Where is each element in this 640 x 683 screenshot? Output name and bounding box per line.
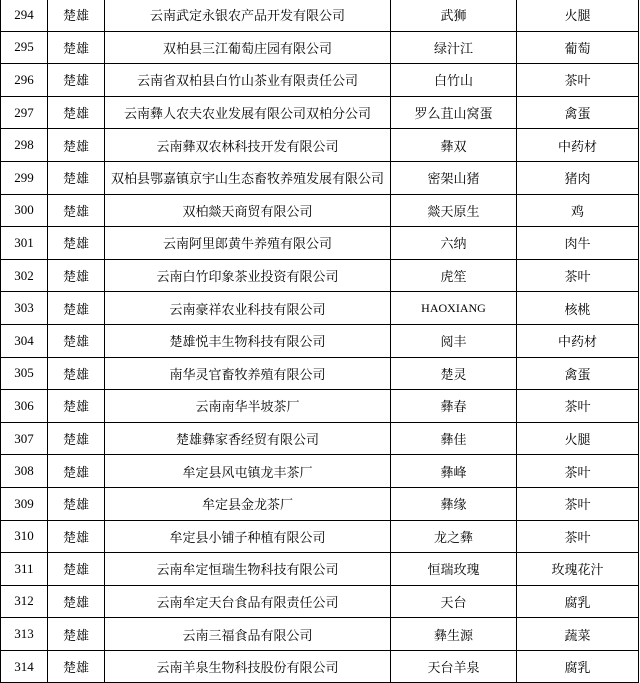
brand-cell: 虎笙 xyxy=(391,259,517,292)
company-cell: 云南武定永银农产品开发有限公司 xyxy=(105,0,391,31)
table-row xyxy=(1,31,639,64)
row-number: 305 xyxy=(1,357,48,390)
region-cell: 楚雄 xyxy=(48,553,105,586)
brand-cell: 彝双 xyxy=(391,129,517,162)
row-number: 302 xyxy=(1,259,48,292)
product-cell: 茶叶 xyxy=(517,487,639,520)
region-cell: 楚雄 xyxy=(48,227,105,260)
row-number: 294 xyxy=(1,0,48,31)
company-cell: 楚雄悦丰生物科技有限公司 xyxy=(105,324,391,357)
company-cell: 云南阿里郎黄牛养殖有限公司 xyxy=(105,227,391,260)
company-cell: 楚雄彝家香经贸有限公司 xyxy=(105,422,391,455)
table-row xyxy=(1,259,639,292)
row-number: 296 xyxy=(1,64,48,97)
brand-cell: 恒瑞玫瑰 xyxy=(391,553,517,586)
product-cell: 腐乳 xyxy=(517,650,639,683)
product-cell: 玫瑰花汁 xyxy=(517,553,639,586)
row-number: 298 xyxy=(1,129,48,162)
region-cell: 楚雄 xyxy=(48,520,105,553)
brand-cell: 绿汁江 xyxy=(391,31,517,64)
brand-cell: 龙之彝 xyxy=(391,520,517,553)
company-cell: 云南白竹印象茶业投资有限公司 xyxy=(105,259,391,292)
table-row xyxy=(1,390,639,423)
region-cell: 楚雄 xyxy=(48,194,105,227)
product-cell: 蔬菜 xyxy=(517,618,639,651)
brand-cell: 密架山猪 xyxy=(391,161,517,194)
region-cell: 楚雄 xyxy=(48,64,105,97)
product-cell: 茶叶 xyxy=(517,520,639,553)
row-number: 307 xyxy=(1,422,48,455)
region-cell: 楚雄 xyxy=(48,324,105,357)
row-number: 312 xyxy=(1,585,48,618)
region-cell: 楚雄 xyxy=(48,96,105,129)
brand-cell: 罗么苴山窝蛋 xyxy=(391,96,517,129)
row-number: 313 xyxy=(1,618,48,651)
company-cell: 云南南华半坡茶厂 xyxy=(105,390,391,423)
row-number: 295 xyxy=(1,31,48,64)
table-row xyxy=(1,618,639,651)
company-cell: 双柏县三江葡萄庄园有限公司 xyxy=(105,31,391,64)
product-cell: 核桃 xyxy=(517,292,639,325)
row-number: 300 xyxy=(1,194,48,227)
table-row xyxy=(1,585,639,618)
brand-cell: 楚灵 xyxy=(391,357,517,390)
region-cell: 楚雄 xyxy=(48,585,105,618)
company-cell: 双柏县鄂嘉镇京宇山生态畜牧养殖发展有限公司 xyxy=(105,161,391,194)
product-cell: 葡萄 xyxy=(517,31,639,64)
product-cell: 腐乳 xyxy=(517,585,639,618)
product-cell: 茶叶 xyxy=(517,259,639,292)
row-number: 301 xyxy=(1,227,48,260)
table-row xyxy=(1,129,639,162)
row-number: 306 xyxy=(1,390,48,423)
product-cell: 中药材 xyxy=(517,129,639,162)
row-number: 309 xyxy=(1,487,48,520)
brand-cell: 彝春 xyxy=(391,390,517,423)
table-row xyxy=(1,487,639,520)
product-cell: 猪肉 xyxy=(517,161,639,194)
table-row xyxy=(1,194,639,227)
region-cell: 楚雄 xyxy=(48,161,105,194)
company-cell: 云南三福食品有限公司 xyxy=(105,618,391,651)
product-cell: 茶叶 xyxy=(517,64,639,97)
brand-cell: 阅丰 xyxy=(391,324,517,357)
product-cell: 茶叶 xyxy=(517,455,639,488)
brand-cell: 彝生源 xyxy=(391,618,517,651)
brand-cell: 彝佳 xyxy=(391,422,517,455)
product-cell: 火腿 xyxy=(517,422,639,455)
region-cell: 楚雄 xyxy=(48,31,105,64)
row-number: 297 xyxy=(1,96,48,129)
row-number: 310 xyxy=(1,520,48,553)
company-cell: 云南彝人农夫农业发展有限公司双柏分公司 xyxy=(105,96,391,129)
company-cell: 云南省双柏县白竹山茶业有限责任公司 xyxy=(105,64,391,97)
row-number: 304 xyxy=(1,324,48,357)
region-cell: 楚雄 xyxy=(48,455,105,488)
region-cell: 楚雄 xyxy=(48,357,105,390)
brand-cell: 燚天原生 xyxy=(391,194,517,227)
row-number: 314 xyxy=(1,650,48,683)
brand-cell: HAOXIANG xyxy=(391,292,517,325)
brand-cell: 彝峰 xyxy=(391,455,517,488)
row-number: 303 xyxy=(1,292,48,325)
row-number: 311 xyxy=(1,553,48,586)
region-cell: 楚雄 xyxy=(48,390,105,423)
region-cell: 楚雄 xyxy=(48,422,105,455)
table-row xyxy=(1,422,639,455)
product-cell: 中药材 xyxy=(517,324,639,357)
company-cell: 牟定县金龙茶厂 xyxy=(105,487,391,520)
brand-cell: 彝缘 xyxy=(391,487,517,520)
company-cell: 双柏燚天商贸有限公司 xyxy=(105,194,391,227)
region-cell: 楚雄 xyxy=(48,259,105,292)
product-cell: 鸡 xyxy=(517,194,639,227)
table-body xyxy=(1,0,639,683)
table-row xyxy=(1,324,639,357)
region-cell: 楚雄 xyxy=(48,0,105,31)
table-row xyxy=(1,64,639,97)
table-row xyxy=(1,96,639,129)
table-row xyxy=(1,292,639,325)
region-cell: 楚雄 xyxy=(48,292,105,325)
table-row xyxy=(1,520,639,553)
product-cell: 禽蛋 xyxy=(517,357,639,390)
product-cell: 火腿 xyxy=(517,0,639,31)
row-number: 299 xyxy=(1,161,48,194)
region-cell: 楚雄 xyxy=(48,618,105,651)
brand-cell: 天台 xyxy=(391,585,517,618)
company-cell: 牟定县小铺子种植有限公司 xyxy=(105,520,391,553)
company-cell: 云南牟定天台食品有限责任公司 xyxy=(105,585,391,618)
company-cell: 云南羊泉生物科技股份有限公司 xyxy=(105,650,391,683)
company-cell: 云南牟定恒瑞生物科技有限公司 xyxy=(105,553,391,586)
company-cell: 云南彝双农林科技开发有限公司 xyxy=(105,129,391,162)
product-cell: 茶叶 xyxy=(517,390,639,423)
brand-cell: 白竹山 xyxy=(391,64,517,97)
table-row xyxy=(1,227,639,260)
table-row xyxy=(1,553,639,586)
company-cell: 南华灵官畜牧养殖有限公司 xyxy=(105,357,391,390)
table-row xyxy=(1,0,639,31)
row-number: 308 xyxy=(1,455,48,488)
region-cell: 楚雄 xyxy=(48,650,105,683)
product-cell: 禽蛋 xyxy=(517,96,639,129)
table-row xyxy=(1,455,639,488)
brand-cell: 天台羊泉 xyxy=(391,650,517,683)
table-row xyxy=(1,161,639,194)
region-cell: 楚雄 xyxy=(48,487,105,520)
brand-cell: 武狮 xyxy=(391,0,517,31)
product-cell: 肉牛 xyxy=(517,227,639,260)
table-row xyxy=(1,357,639,390)
company-cell: 云南豪祥农业科技有限公司 xyxy=(105,292,391,325)
company-cell: 牟定县风屯镇龙丰茶厂 xyxy=(105,455,391,488)
region-cell: 楚雄 xyxy=(48,129,105,162)
table-row xyxy=(1,650,639,683)
brand-cell: 六纳 xyxy=(391,227,517,260)
